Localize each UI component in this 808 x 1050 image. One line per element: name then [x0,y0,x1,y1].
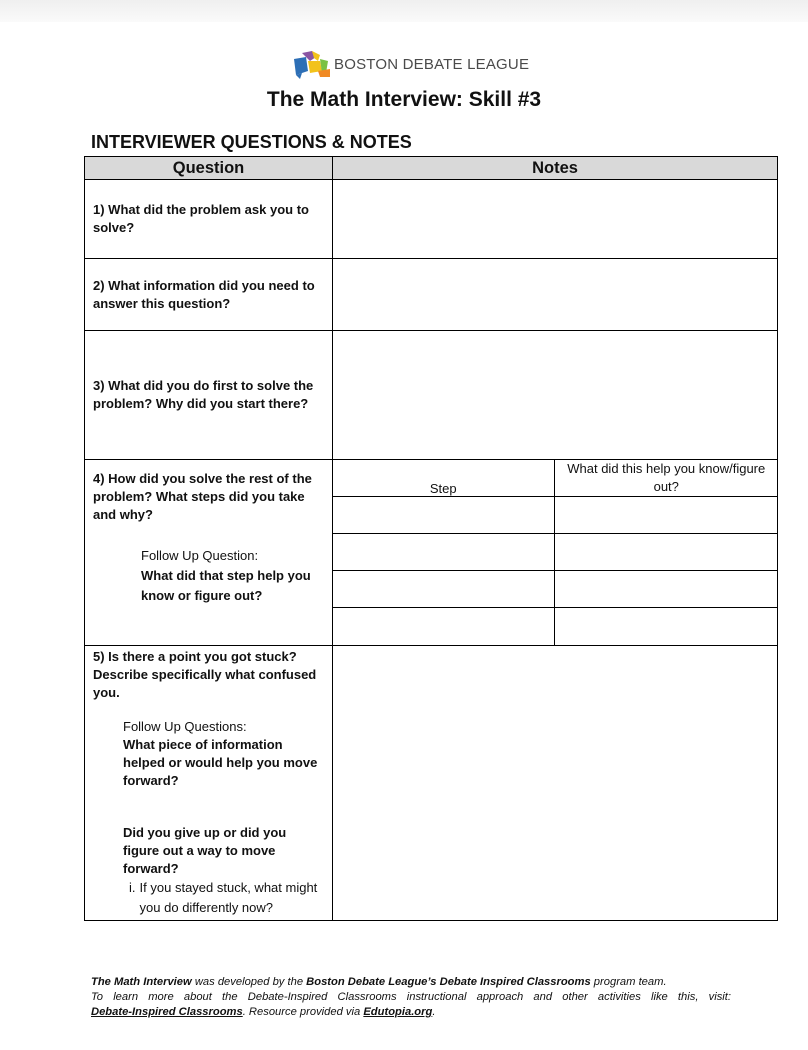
logo-text: BOSTON DEBATE LEAGUE [334,55,530,73]
col-header-question: Question [85,157,333,180]
brand-logo [292,48,529,80]
table-row [85,331,778,460]
help-cell[interactable] [554,497,778,534]
question-5-followups [93,718,324,918]
footer-line-3 [91,1005,731,1020]
footer-org: Boston Debate League’s Debate Inspired Classrooms [306,976,591,988]
table-row [85,645,778,920]
edutopia-link[interactable]: Edutopia.org [363,1006,433,1018]
footer-text: . Resource provided via [242,1006,364,1018]
notes-3[interactable] [333,331,778,460]
question-4-cell [85,460,333,646]
interview-table [84,156,778,921]
page-title: The Math Interview: Skill #3 [266,88,542,111]
step-cell[interactable] [333,571,554,608]
table-row [333,534,778,571]
step-cell[interactable] [333,497,554,534]
followup-question-1: What piece of information helped or would help you move forward? [123,736,318,788]
debate-inspired-classrooms-link[interactable]: Debate-Inspired Classrooms [91,1006,243,1018]
notes-1[interactable] [333,180,778,259]
question-5: 5) Is there a point you got stuck? Describe specifically what confused you. [93,648,317,700]
footer-text: program team. [590,976,667,988]
notes-2[interactable] [333,259,778,331]
footer-line-2: To learn more about the Debate-Inspired Classrooms instructional approach and other activities like this, visit: [91,991,731,1003]
footer-text: . [432,1006,436,1018]
footer [91,975,731,1020]
question-3: 3) What did you do first to solve the problem? Why did you start there? [85,331,333,460]
footer-line-1 [91,975,731,990]
footer-title: The Math Interview [91,976,192,988]
followup-label: Follow Up Question: [141,548,259,563]
question-4-followup [93,546,324,606]
table-header-row [85,157,778,180]
followup-subitem [123,878,324,918]
subitem-number: i. [129,879,136,895]
footer-text: was developed by the [191,976,307,988]
boston-debate-league-logo-icon [292,49,332,79]
notes-5[interactable] [333,645,778,920]
help-cell[interactable] [554,571,778,608]
step-cell[interactable] [333,608,554,645]
question-1: 1) What did the problem ask you to solve? [85,180,333,259]
steps-header-row [333,460,778,497]
followup-label: Follow Up Questions: [123,718,247,734]
question-5-cell [85,645,333,920]
subitem-text: If you stayed stuck, what might you do differently now? [139,879,318,915]
steps-col-step: Step [333,460,554,497]
table-row [333,608,778,645]
help-cell[interactable] [554,608,778,645]
table-row [333,497,778,534]
followup-question-2: Did you give up or did you figure out a way to move forward? [123,824,287,876]
notes-4 [333,460,778,646]
table-row [85,180,778,259]
step-cell[interactable] [333,534,554,571]
steps-col-help: What did this help you know/figure out? [554,460,778,497]
section-title: INTERVIEWER QUESTIONS & NOTES [91,132,412,152]
table-row [85,259,778,331]
viewer-top-bar [0,0,808,22]
followup-question: What did that step help you know or figure out? [141,568,311,603]
question-4: 4) How did you solve the rest of the problem? What steps did you take and why? [93,471,312,522]
help-cell[interactable] [554,534,778,571]
steps-table [333,460,778,645]
table-row [333,571,778,608]
question-2: 2) What information did you need to answer this question? [85,259,333,331]
col-header-notes: Notes [333,157,778,180]
table-row [85,460,778,646]
